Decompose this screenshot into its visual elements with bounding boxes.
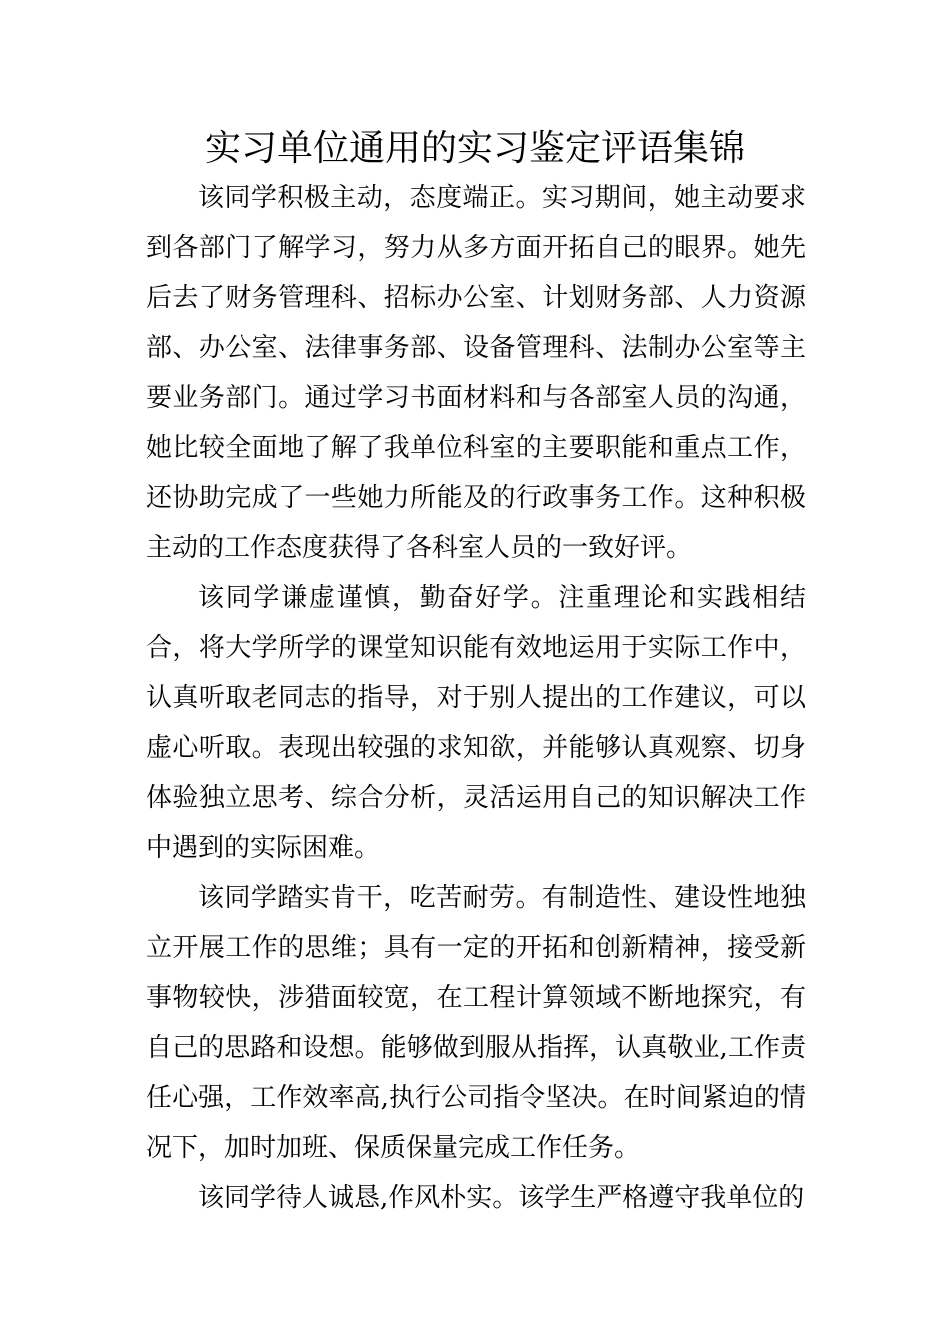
paragraph-1: 该同学积极主动，态度端正。实习期间，她主动要求到各部门了解学习，努力从多方面开拓自己的眼界。她先后去了财务管理科、招标办公室、计划财务部、人力资源部、办公室、法律事务部、设备管理科、法制办公室等主要业务部门。通过学习书面材料和与各部室人员的沟通，她比较全面地了解了我单位科室的主要职能和重点工作，还协助完成了一些她力所能及的行政事务工作。这种积极主动的工作态度获得了各科室人员的一致好评。	[146, 183, 806, 563]
paragraph-2: 该同学谦虚谨慎，勤奋好学。注重理论和实践相结合，将大学所学的课堂知识能有效地运用于实际工作中，认真听取老同志的指导，对于别人提出的工作建议，可以虚心听取。表现出较强的求知欲，并能够认真观察、切身体验独立思考、综合分析，灵活运用自己的知识解决工作中遇到的实际困难。	[146, 583, 806, 863]
paragraph-3: 该同学踏实肯干，吃苦耐劳。有制造性、建设性地独立开展工作的思维；具有一定的开拓和创新精神，接受新事物较快，涉猎面较宽，在工程计算领域不断地探究，有自己的思路和设想。能够做到服从指挥，认真敬业,工作责任心强，工作效率高,执行公司指令坚决。在时间紧迫的情况下，加时加班、保质保量完成工作任务。	[146, 883, 806, 1163]
document-title: 实习单位通用的实习鉴定评语集锦	[204, 128, 745, 169]
document-body	[146, 173, 806, 1223]
paragraph-4: 该同学待人诚恳,作风朴实。该学生严格遵守我单位的	[198, 1183, 805, 1213]
